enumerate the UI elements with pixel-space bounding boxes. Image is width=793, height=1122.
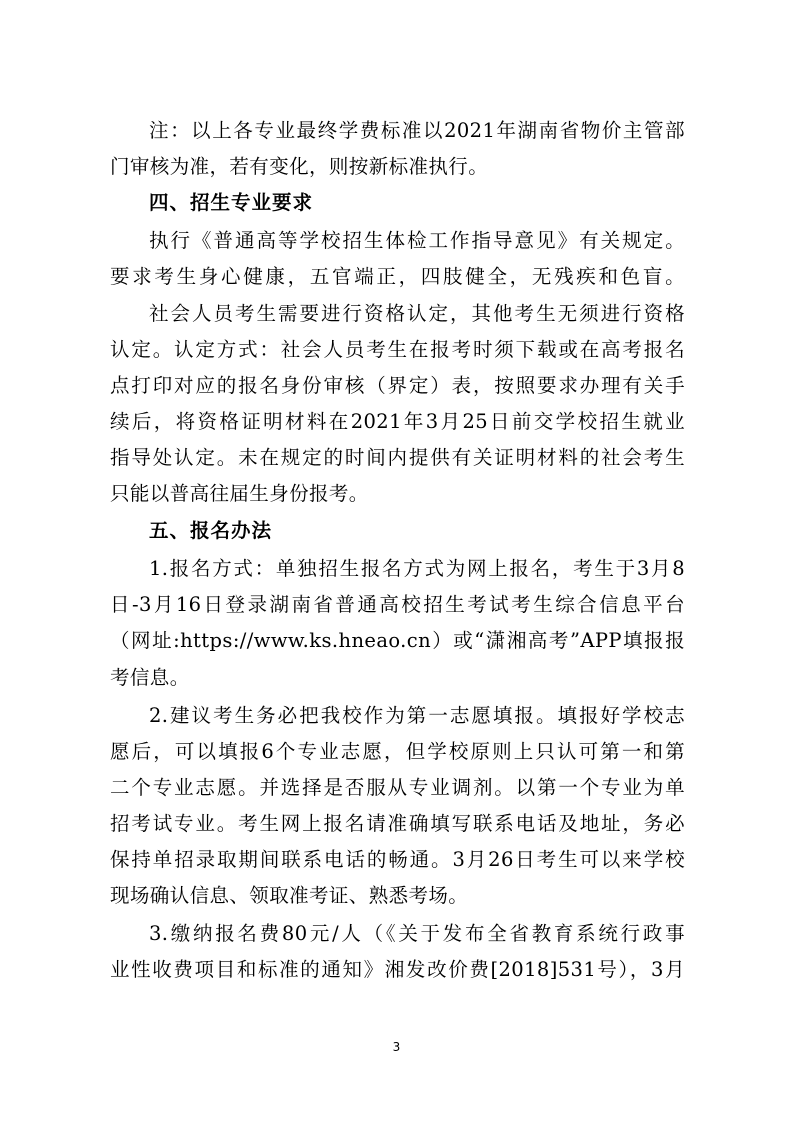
paragraph-line: 日-3月16日登录湖南省普通高校招生考试考生综合信息平台 (110, 593, 685, 616)
paragraph-line: 招考试专业。考生网上报名请准确填写联系电话及地址，务必 (110, 812, 685, 835)
paragraph-line: 1.报名方式：单独招生报名方式为网上报名，考生于3月8 (149, 557, 685, 580)
paragraph-line: 现场确认信息、领取准考证、熟悉考场。 (110, 884, 469, 907)
paragraph-line: （网址:https://www.ks.hneao.cn）或“潇湘高考”APP填报报 (110, 629, 685, 652)
paragraph-line: 3.缴纳报名费80元/人（《关于发布全省教育系统行政事 (149, 922, 685, 945)
paragraph-line: 社会人员考生需要进行资格认定，其他考生无须进行资格 (149, 302, 685, 325)
paragraph-line: 考信息。 (110, 666, 190, 689)
paragraph-line: 2.建议考生务必把我校作为第一志愿填报。填报好学校志 (149, 704, 685, 727)
paragraph-line: 保持单招录取期间联系电话的畅通。3月26日考生可以来学校 (110, 848, 685, 871)
paragraph-line: 要求考生身心健康，五官端正，四肢健全，无残疾和色盲。 (110, 265, 685, 288)
note-line-1: 注：以上各专业最终学费标准以2021年湖南省物价主管部 (149, 119, 685, 142)
section-heading-5: 五、报名办法 (149, 519, 273, 542)
paragraph-line: 愿后，可以填报6个专业志愿，但学校原则上只认可第一和第 (110, 740, 685, 763)
paragraph-line: 只能以普高往届生身份报考。 (110, 482, 369, 505)
paragraph-line: 二个专业志愿。并选择是否服从专业调剂。以第一个专业为单 (110, 776, 685, 799)
paragraph-line: 执行《普通高等学校招生体检工作指导意见》有关规定。 (149, 229, 685, 252)
paragraph-line: 点打印对应的报名身份审核（界定）表，按照要求办理有关手 (110, 374, 685, 397)
paragraph-line: 认定。认定方式：社会人员考生在报考时须下载或在高考报名 (110, 338, 685, 361)
paragraph-line: 业性收费项目和标准的通知》湘发改价费[2018]531号），3月 (110, 958, 685, 981)
page-number: 3 (392, 1040, 401, 1054)
paragraph-line: 续后，将资格证明材料在2021年3月25日前交学校招生就业 (110, 410, 685, 433)
section-heading-4: 四、招生专业要求 (149, 191, 314, 214)
note-line-2: 门审核为准，若有变化，则按新标准执行。 (110, 155, 489, 178)
paragraph-line: 指导处认定。未在规定的时间内提供有关证明材料的社会考生 (110, 446, 685, 469)
